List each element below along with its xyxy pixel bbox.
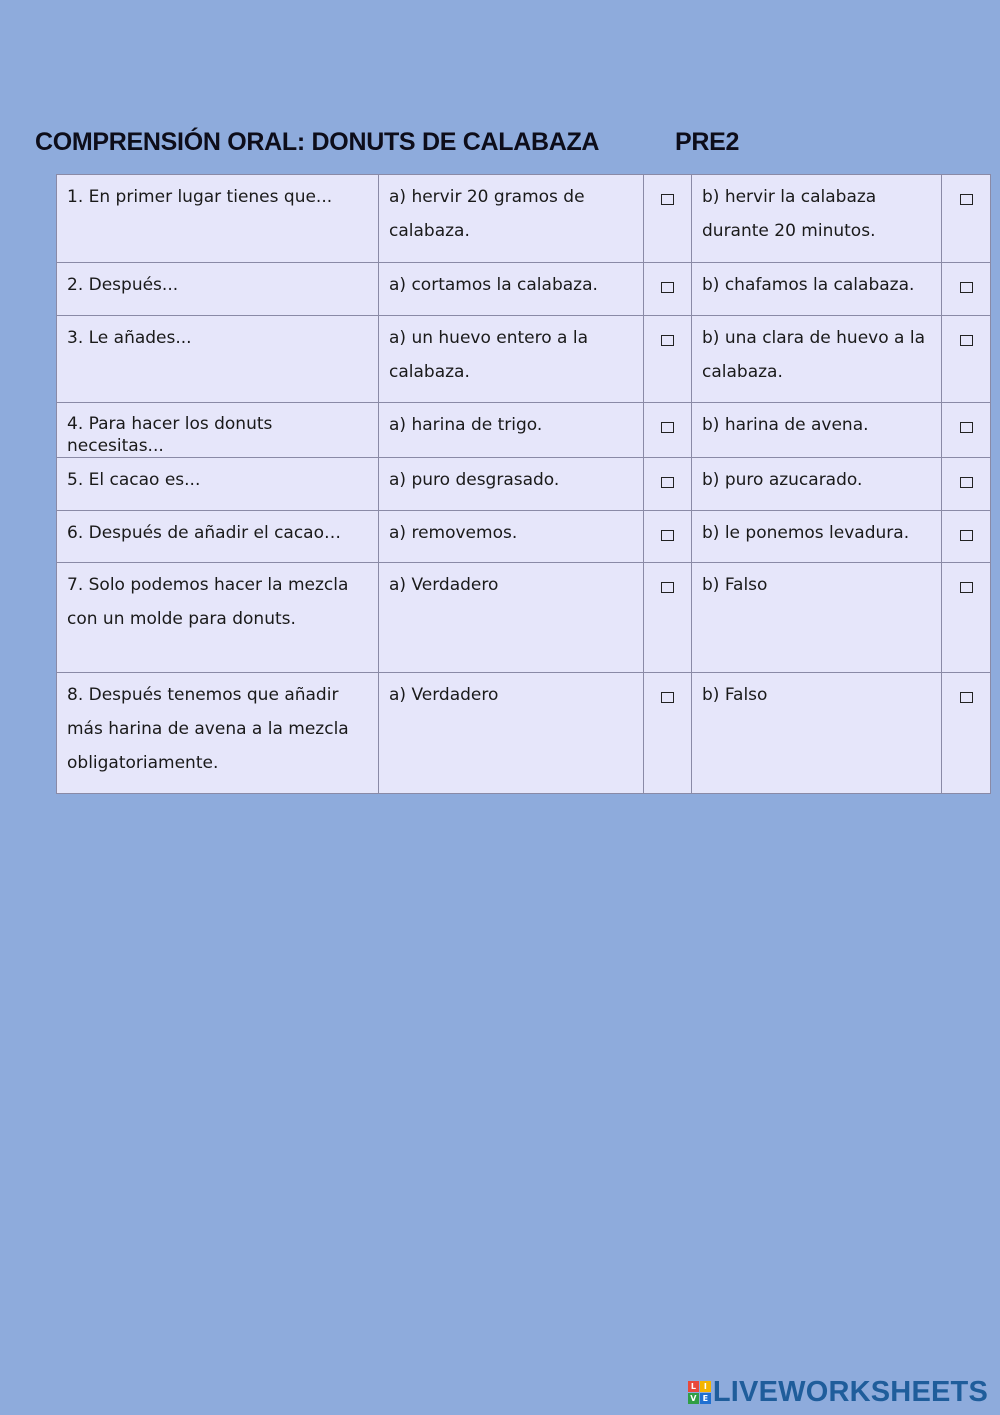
question-row-6 [57, 511, 991, 563]
quiz-table [56, 174, 991, 794]
option-b-checkbox[interactable] [960, 582, 973, 593]
option-a-checkbox[interactable] [661, 194, 674, 205]
option-a-text: a) puro desgrasado. [379, 458, 644, 511]
option-b-cell [942, 673, 991, 794]
question-text: 8. Después tenemos que añadir más harina de avena a la mezcla obligatoriamente. [57, 673, 379, 794]
option-b-text: b) chafamos la calabaza. [692, 263, 942, 316]
option-b-text: b) Falso [692, 563, 942, 673]
option-b-cell [942, 458, 991, 511]
option-a-checkbox[interactable] [661, 582, 674, 593]
question-text: 6. Después de añadir el cacao… [57, 511, 379, 563]
option-b-text: b) hervir la calabaza durante 20 minutos. [692, 175, 942, 263]
question-row-1 [57, 175, 991, 263]
logo-letter-e: E [700, 1393, 711, 1404]
option-a-checkbox[interactable] [661, 282, 674, 293]
option-b-checkbox[interactable] [960, 335, 973, 346]
option-a-text: a) Verdadero [379, 673, 644, 794]
question-text: 3. Le añades... [57, 316, 379, 403]
question-text: 7. Solo podemos hacer la mezcla con un molde para donuts. [57, 563, 379, 673]
option-a-cell [644, 316, 692, 403]
option-a-checkbox[interactable] [661, 477, 674, 488]
option-b-checkbox[interactable] [960, 530, 973, 541]
option-b-cell [942, 175, 991, 263]
question-row-7 [57, 563, 991, 673]
option-b-text: b) harina de avena. [692, 403, 942, 458]
option-a-checkbox[interactable] [661, 530, 674, 541]
logo-letter-i: I [700, 1381, 711, 1392]
option-b-cell [942, 403, 991, 458]
worksheet-title: COMPRENSIÓN ORAL: DONUTS DE CALABAZA [35, 128, 600, 156]
question-row-5 [57, 458, 991, 511]
liveworksheets-logo[interactable] [688, 1376, 988, 1408]
question-row-3 [57, 316, 991, 403]
option-a-cell [644, 263, 692, 316]
option-a-cell [644, 563, 692, 673]
live-blocks-icon [688, 1381, 711, 1404]
option-a-text: a) cortamos la calabaza. [379, 263, 644, 316]
question-row-2 [57, 263, 991, 316]
option-a-text: a) harina de trigo. [379, 403, 644, 458]
option-b-checkbox[interactable] [960, 477, 973, 488]
logo-letter-l: L [688, 1381, 699, 1392]
option-b-cell [942, 263, 991, 316]
option-b-cell [942, 511, 991, 563]
question-text: 5. El cacao es... [57, 458, 379, 511]
question-row-8 [57, 673, 991, 794]
question-text: 1. En primer lugar tienes que... [57, 175, 379, 263]
option-a-cell [644, 175, 692, 263]
option-b-text: b) le ponemos levadura. [692, 511, 942, 563]
question-row-4 [57, 403, 991, 458]
option-a-checkbox[interactable] [661, 335, 674, 346]
option-b-checkbox[interactable] [960, 282, 973, 293]
level-label: PRE2 [675, 128, 740, 156]
option-a-checkbox[interactable] [661, 692, 674, 703]
option-a-cell [644, 511, 692, 563]
question-text: 2. Después... [57, 263, 379, 316]
option-b-text: b) puro azucarado. [692, 458, 942, 511]
option-b-checkbox[interactable] [960, 692, 973, 703]
question-text: 4. Para hacer los donuts necesitas... [57, 403, 379, 458]
logo-text: LIVEWORKSHEETS [712, 1375, 988, 1408]
worksheet-title-row [35, 128, 740, 164]
option-b-cell [942, 316, 991, 403]
option-a-text: a) removemos. [379, 511, 644, 563]
option-a-text: a) Verdadero [379, 563, 644, 673]
option-a-cell [644, 673, 692, 794]
option-b-text: b) Falso [692, 673, 942, 794]
option-b-cell [942, 563, 991, 673]
option-a-cell [644, 458, 692, 511]
option-a-cell [644, 403, 692, 458]
option-b-text: b) una clara de huevo a la calabaza. [692, 316, 942, 403]
option-b-checkbox[interactable] [960, 422, 973, 433]
logo-letter-v: V [688, 1393, 699, 1404]
option-b-checkbox[interactable] [960, 194, 973, 205]
option-a-text: a) hervir 20 gramos de calabaza. [379, 175, 644, 263]
option-a-text: a) un huevo entero a la calabaza. [379, 316, 644, 403]
option-a-checkbox[interactable] [661, 422, 674, 433]
